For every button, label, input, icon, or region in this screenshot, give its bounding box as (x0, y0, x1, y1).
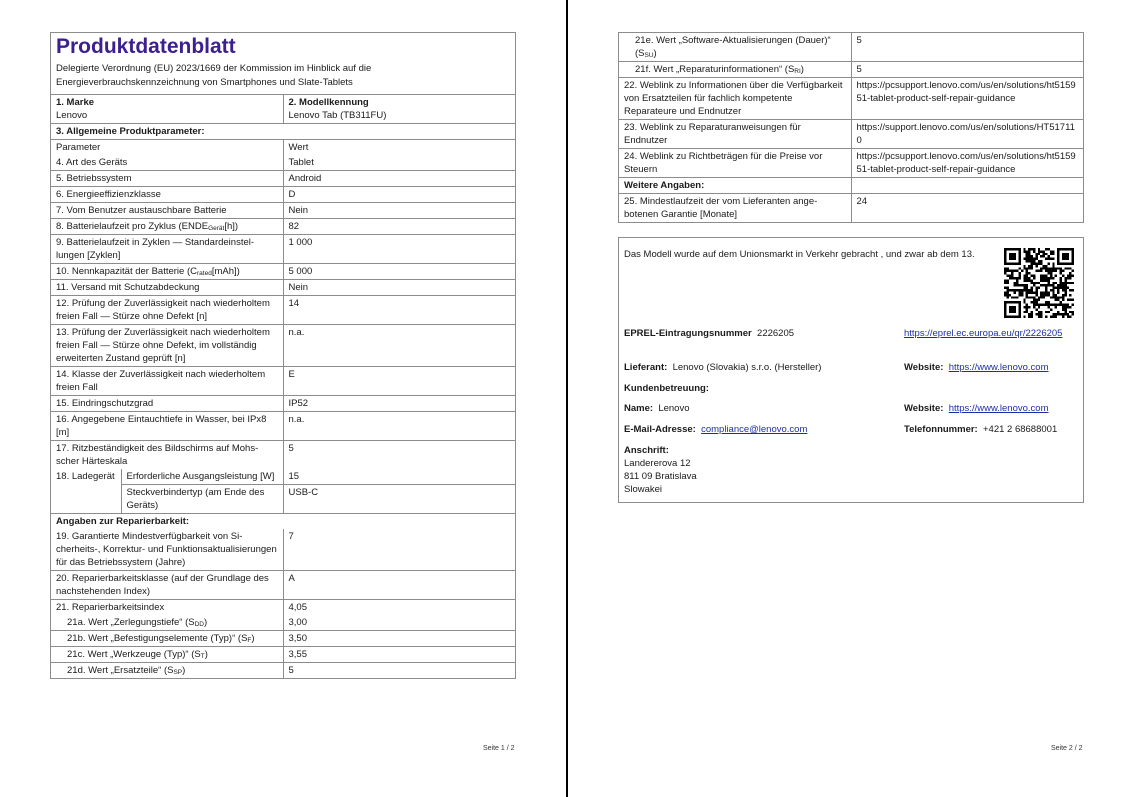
charger-power-label: Erforderliche Ausgangsleistung [W] (121, 469, 283, 485)
row-label: 20. Reparierbarkeitsklasse (auf der Grundlage des nachstehenden Index) (51, 571, 283, 600)
row-label: 4. Art des Geräts (51, 155, 283, 171)
model-label: 2. Modellkennung (288, 97, 369, 108)
page-2 (568, 0, 1128, 797)
table-row (51, 325, 515, 367)
model-cell (283, 95, 515, 124)
address-line-2: 811 09 Bratislava (624, 471, 697, 482)
table-row (51, 396, 515, 412)
row-label: 10. Nennkapazität der Batterie $(C_{rated}[mAh])$ (51, 264, 283, 280)
row-label: 21c. Wert „Werkzeuge (Typ)“ $(S_T)$ (51, 647, 283, 663)
row-value: Android (283, 171, 515, 187)
row-label: 21f. Wert „Reparaturinformationen“ $(S_{RI})$ (619, 62, 851, 78)
table-row (51, 571, 515, 600)
name-label: Name: (624, 403, 654, 414)
row-value: 82 (283, 219, 515, 235)
row-label: 21d. Wert „Ersatzteile“ $(S_{SP})$ (51, 663, 283, 679)
table-row (51, 264, 515, 280)
row-value: Tablet (283, 155, 515, 171)
row-label: 15. Eindringschutzgrad (51, 396, 283, 412)
table-row (619, 78, 1083, 120)
row-label: 6. Energieeffizienzklasse (51, 187, 283, 203)
row-label: 8. Batterielaufzeit pro Zyklus $(ENDE_{Gerät}[h])$ (51, 219, 283, 235)
row-value: 5 (851, 33, 1083, 62)
charger-row-1 (51, 469, 515, 485)
row-value: IP52 (283, 396, 515, 412)
customer-service-label: Kundenbetreuung: (624, 383, 709, 394)
row-label: 21e. Wert „Software-Aktualisierungen (Dauer)“ $(S_{SU})$ (619, 33, 851, 62)
row-label: 16. Angegebene Eintauchtiefe in Wasser, bei IPx8 [m] (51, 412, 283, 441)
spare-parts-link[interactable]: https://pcsupport.lenovo.com/us/en/solutions/ht515951-tablet-product-self-repair-guidance (851, 78, 1083, 120)
page-title: Produktdatenblatt (56, 35, 236, 58)
row-value: Nein (283, 280, 515, 296)
phone-label: Telefonnummer: (904, 424, 978, 435)
table-row (51, 412, 515, 441)
row-label: 7. Vom Benutzer austauschbare Batterie (51, 203, 283, 219)
supplier-website-link[interactable]: https://www.lenovo.com (948, 362, 1049, 373)
table-row (51, 663, 515, 679)
empty-cell (851, 178, 1083, 194)
repair-info-box (618, 32, 1084, 223)
row-value: n.a. (283, 412, 515, 441)
supplier-info-box (618, 237, 1084, 503)
table-row (619, 120, 1083, 149)
row-label: 17. Ritzbeständigkeit des Bildschirms auf Mohsscher Härteskala (51, 441, 283, 470)
table-row (619, 33, 1083, 62)
table-row (619, 194, 1083, 223)
service-website-link[interactable]: https://www.lenovo.com (948, 403, 1049, 414)
eprel-line (624, 327, 794, 340)
table-row (51, 219, 515, 235)
table-row (51, 441, 515, 470)
email-link[interactable]: compliance@lenovo.com (701, 424, 808, 435)
row-label: 21a. Wert „Zerlegungstiefe“ $(S_{DD})$ (51, 615, 283, 631)
row-value: D (283, 187, 515, 203)
table-row (51, 155, 515, 171)
row-value: 4,05 (283, 600, 515, 616)
address-label: Anschrift: (624, 445, 669, 456)
email-label: E-Mail-Adresse: (624, 424, 696, 435)
general-parameters-header: 3. Allgemeine Produktparameter: (51, 124, 515, 140)
row-label: 9. Batterielaufzeit in Zyklen — Standardeinstellungen [Zyklen] (51, 235, 283, 264)
brand-label: 1. Marke (56, 97, 95, 108)
row-label: 13. Prüfung der Zuverlässigkeit nach wiederholtem freien Fall — Stürze ohne Defekt, im vollständig erweiterten Zustand geprüft [n] (51, 325, 283, 367)
table-row (51, 280, 515, 296)
table-row (51, 187, 515, 203)
row-value: 3,50 (283, 631, 515, 647)
product-parameters-table (51, 95, 515, 678)
brand-model-row (51, 95, 515, 124)
charger-connector-label: Steckverbindertyp (am Ende des Geräts) (121, 485, 283, 514)
row-value: 3,00 (283, 615, 515, 631)
row-value: Nein (283, 203, 515, 219)
address-line-1: Landererova 12 (624, 458, 691, 469)
page-footer: Seite 2 / 2 (1051, 745, 1083, 752)
row-label: 21. Reparierbarkeitsindex (51, 600, 283, 616)
price-info-link[interactable]: https://pcsupport.lenovo.com/us/en/solutions/ht515951-tablet-product-self-repair-guidance (851, 149, 1083, 178)
product-datasheet-box (50, 32, 516, 679)
row-label: 21b. Wert „Befestigungselemente (Typ)“ $(S_F)$ (51, 631, 283, 647)
table-row (51, 203, 515, 219)
row-label: 23. Weblink zu Reparaturanweisungen für Endnutzer (619, 120, 851, 149)
repair-header: Angaben zur Reparierbarkeit: (51, 514, 515, 530)
row-value: E (283, 367, 515, 396)
row-value: 5 (283, 441, 515, 470)
table-row (51, 600, 515, 616)
table-row (51, 647, 515, 663)
regulation-subtitle: Delegierte Verordnung (EU) 2023/1669 der Kommission im Hinblick auf die Energieverbrauchskennzeichnung von Smartphones und Slate-Tablets (51, 62, 515, 95)
table-row (51, 171, 515, 187)
further-info-header: Weitere Angaben: (619, 178, 851, 194)
row-label: 11. Versand mit Schutzabdeckung (51, 280, 283, 296)
charger-connector-value: USB-C (283, 485, 515, 514)
table-row (51, 296, 515, 325)
row-value: n.a. (283, 325, 515, 367)
phone-line (904, 423, 1057, 436)
eprel-label: EPREL-Eintragungsnummer (624, 328, 752, 339)
charger-label: 18. Ladegerät (51, 469, 121, 514)
website-label: Website: (904, 362, 944, 373)
eprel-number: 2226205 (757, 328, 795, 339)
repair-info-table (619, 33, 1083, 222)
brand-cell (51, 95, 283, 124)
table-row (51, 631, 515, 647)
supplier-website-line (904, 361, 1049, 374)
row-label: 14. Klasse der Zuverlässigkeit nach wiederholtem freien Fall (51, 367, 283, 396)
supplier-label: Lieferant: (624, 362, 668, 373)
website-label-2: Website: (904, 403, 944, 414)
qr-code-icon[interactable] (1004, 248, 1074, 318)
table-row (51, 615, 515, 631)
email-line (624, 423, 807, 436)
page-footer: Seite 1 / 2 (483, 745, 515, 752)
eprel-link[interactable]: https://eprel.ec.europa.eu/qr/2226205 (904, 328, 1063, 339)
repair-header-row (51, 514, 515, 530)
row-label: 24. Weblink zu Richtbeträgen für die Preise vor Steuern (619, 149, 851, 178)
general-parameters-header-row (51, 124, 515, 140)
row-value: 5 000 (283, 264, 515, 280)
service-website-line (904, 402, 1049, 415)
row-label: 22. Weblink zu Informationen über die Verfügbarkeit von Ersatzteilen für fachlich kompetente Reparateure und Endnutzer (619, 78, 851, 120)
row-value: 1 000 (283, 235, 515, 264)
table-row (619, 149, 1083, 178)
row-value: 3,55 (283, 647, 515, 663)
column-header-row (51, 140, 515, 156)
row-value: A (283, 571, 515, 600)
row-value: 14 (283, 296, 515, 325)
supplier-line (624, 361, 821, 374)
brand-value: Lenovo (56, 110, 88, 121)
row-label: 12. Prüfung der Zuverlässigkeit nach wiederholtem freien Fall — Stürze ohne Defekt [n] (51, 296, 283, 325)
row-value: 5 (283, 663, 515, 679)
address-line-3: Slowakei (624, 484, 663, 495)
row-label: 25. Mindestlaufzeit der vom Lieferanten angebotenen Garantie [Monate] (619, 194, 851, 223)
address-block (624, 444, 697, 496)
charger-row-2 (51, 485, 515, 514)
row-value: 7 (283, 529, 515, 571)
table-row (51, 367, 515, 396)
row-label: 5. Betriebssystem (51, 171, 283, 187)
table-row (619, 62, 1083, 78)
parameter-column-header: Parameter (51, 140, 283, 156)
charger-power-value: 15 (283, 469, 515, 485)
name-value: Lenovo (658, 403, 690, 414)
row-value: 24 (851, 194, 1083, 223)
value-column-header: Wert (283, 140, 515, 156)
row-label: 19. Garantierte Mindestverfügbarkeit von Sicherheits-, Korrektur- und Funktionsaktualisierungen für das Betriebssystem (Jahre) (51, 529, 283, 571)
phone-value: +421 2 68688001 (983, 424, 1058, 435)
repair-instructions-link[interactable]: https://support.lenovo.com/us/en/solutions/HT517110 (851, 120, 1083, 149)
row-value: 5 (851, 62, 1083, 78)
name-line (624, 402, 690, 415)
market-date-text: Das Modell wurde auf dem Unionsmarkt in Verkehr gebracht , und zwar ab dem 13. (624, 249, 975, 260)
table-row (51, 235, 515, 264)
model-value: Lenovo Tab (TB311FU) (288, 110, 387, 121)
supplier-value: Lenovo (Slovakia) s.r.o. (Hersteller) (672, 362, 822, 373)
table-row (51, 529, 515, 571)
further-info-header-row (619, 178, 1083, 194)
